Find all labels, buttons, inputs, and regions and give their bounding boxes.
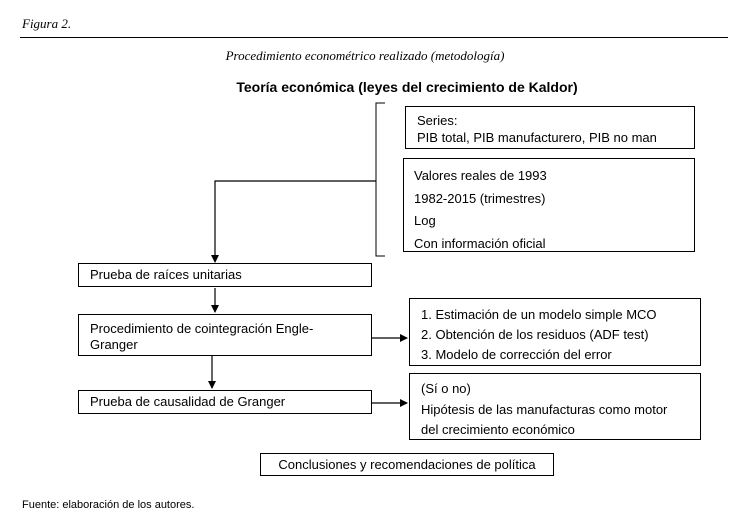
causality-step <box>78 390 372 414</box>
data-bracket <box>376 103 385 256</box>
source-note: Fuente: elaboración de los autores. <box>22 499 195 511</box>
values-box <box>403 158 695 252</box>
cointegration-detail-1: 1. Estimación de un modelo simple MCO <box>421 307 657 322</box>
diagram-title: Teoría económica (leyes del crecimiento de Kaldor) <box>236 79 578 95</box>
causality-detail-3: del crecimiento económico <box>421 422 575 437</box>
unit-root-label: Prueba de raíces unitarias <box>90 267 242 282</box>
series-label: Series: <box>417 113 458 128</box>
bracket-to-unit-root-arrow <box>215 181 376 262</box>
figure-label: Figura 2. <box>22 16 72 31</box>
causality-details-box <box>409 373 701 440</box>
cointegration-label-line2: Granger <box>90 337 138 352</box>
cointegration-step <box>78 314 372 356</box>
causality-detail-1: (Sí o no) <box>421 381 471 396</box>
causality-label: Prueba de causalidad de Granger <box>90 394 286 409</box>
values-log: Log <box>414 213 436 228</box>
cointegration-label-line1: Procedimiento de cointegración Engle- <box>90 321 314 336</box>
cointegration-details-box <box>409 298 701 366</box>
conclusions-box <box>260 453 554 476</box>
cointegration-detail-2: 2. Obtención de los residuos (ADF test) <box>421 327 649 342</box>
causality-detail-2: Hipótesis de las manufacturas como motor <box>421 401 668 417</box>
series-list: PIB total, PIB manufacturero, PIB no man <box>417 130 657 145</box>
series-box <box>405 106 695 149</box>
conclusions-label: Conclusiones y recomendaciones de política <box>278 457 536 472</box>
unit-root-step <box>78 263 372 287</box>
values-source: Con información oficial <box>414 235 546 251</box>
values-real: Valores reales de 1993 <box>414 168 547 183</box>
cointegration-detail-3: 3. Modelo de corrección del error <box>421 347 612 362</box>
figure-subtitle: Procedimiento econométrico realizado (metodología) <box>225 48 505 63</box>
values-period: 1982-2015 (trimestres) <box>414 190 546 206</box>
